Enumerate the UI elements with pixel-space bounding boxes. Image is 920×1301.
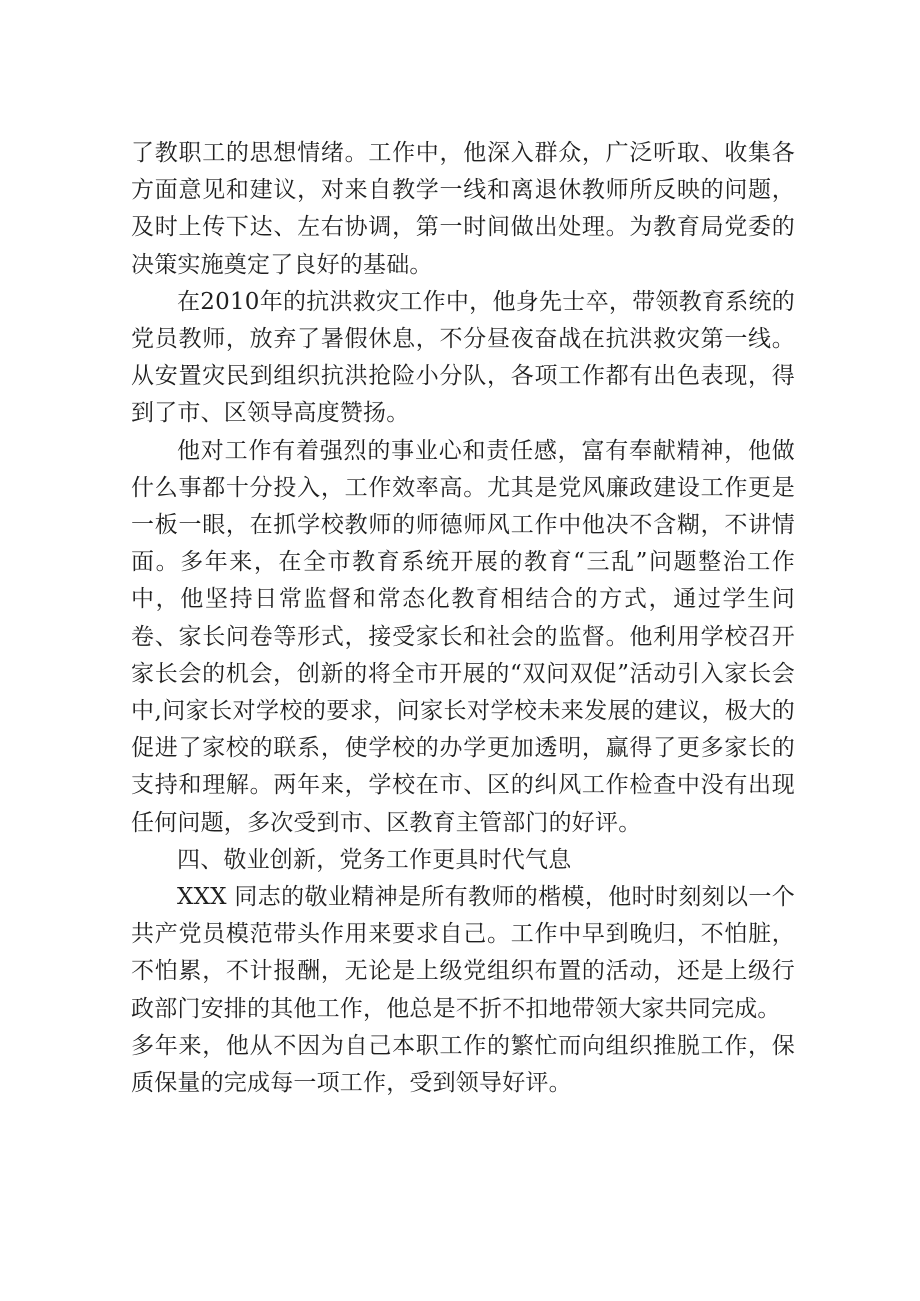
- paragraph-work-dedication: 他对工作有着强烈的事业心和责任感，富有奉献精神，他做什么事都十分投入，工作效率高。尤其是党风廉政建设工作更是一板一眼，在抓学校教师的师德师风工作中他决不含糊，不讲情面。多年来，在全市教育系统开展的教育“三乱”问题整治工作中，他坚持日常监督和常态化教育相结合的方式，通过学生问卷、家长问卷等形式，接受家长和社会的监督。他利用学校召开家长会的机会，创新的将全市开展的“双问双促”活动引入家长会中,问家长对学校的要求，问家长对学校未来发展的建议，极大的促进了家校的联系，使学校的办学更加透明，赢得了更多家长的支持和理解。两年来，学校在市、区的纠风工作检查中没有出现任何问题，多次受到市、区教育主管部门的好评。: [131, 437, 795, 836]
- paragraph-dedication-spirit: XXX 同志的敬业精神是所有教师的楷模，他时时刻刻以一个共产党员模范带头作用来要求自己。工作中早到晚归，不怕脏，不怕累，不计报酬，无论是上级党组织布置的活动，还是上级行政部门安排的其他工作，他总是不折不扣地带领大家共同完成。: [131, 884, 795, 1022]
- paragraph-continuation: 了教职工的思想情绪。工作中，他深入群众，广泛听取、收集各方面意见和建议，对来自教学一线和离退休教师所反映的问题，及时上传下达、左右协调，第一时间做出处理。为教育局党委的决策实施奠定了良好的基础。: [131, 140, 795, 278]
- paragraph-flood-relief: 在2010年的抗洪救灾工作中，他身先士卒，带领教育系统的党员教师，放弃了暑假休息，不分昼夜奋战在抗洪救灾第一线。从安置灾民到组织抗洪抢险小分队，各项工作都有出色表现，得到了市、区领导高度赞扬。: [131, 288, 795, 427]
- section-heading: 四、敬业创新，党务工作更具时代气息: [177, 846, 572, 873]
- paragraph-closing: 多年来，他从不因为自己本职工作的繁忙而向组织推脱工作，保质保量的完成每一项工作，受到领导好评。: [131, 1032, 795, 1097]
- document-body: [131, 135, 795, 1102]
